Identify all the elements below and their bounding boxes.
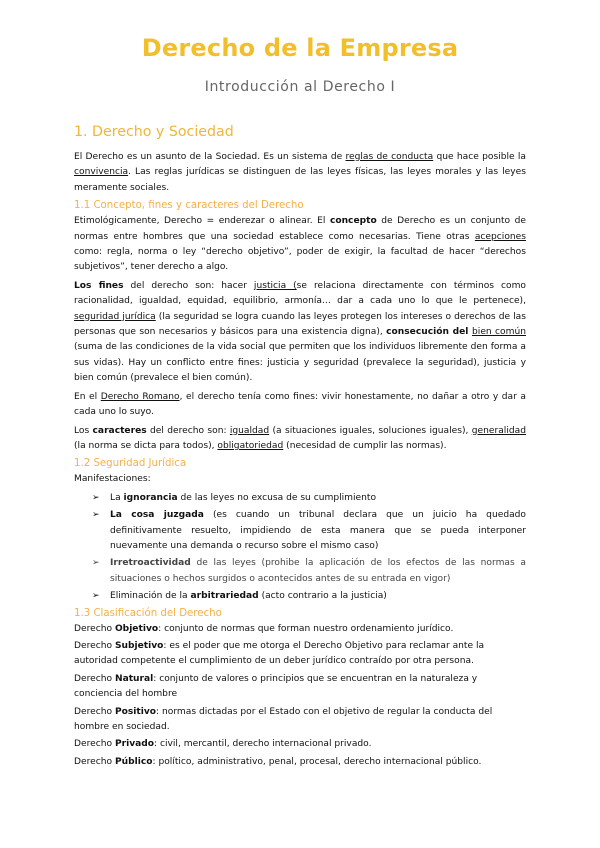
list-item: ➢ Eliminación de la arbitrariedad (acto contrario a la justicia) <box>92 589 526 604</box>
list-item: ➢ La ignorancia de las leyes no excusa de su cumplimiento <box>92 491 526 506</box>
definition-item: Derecho Privado: civil, mercantil, derecho internacional privado. <box>74 739 372 750</box>
page-title: Derecho de la Empresa <box>141 34 459 62</box>
clasificacion-list <box>74 622 526 771</box>
arrow-bullet-icon: ➢ <box>92 510 100 521</box>
arrow-bullet-icon: ➢ <box>92 492 100 503</box>
list-item: ➢ Irretroactividad de las leyes (prohibe la aplicación de los efectos de las normas a situaciones o hechos surgidos o acontecidos antes de su entrada en vigor) <box>92 558 526 584</box>
definition-item: Derecho Positivo: normas dictadas por el Estado con el objetivo de regular la conducta del hombre en sociedad. <box>74 706 493 732</box>
section-heading-1-2: 1.2 Seguridad Jurídica <box>74 458 187 470</box>
section-heading-1-3: 1.3 Clasificación del Derecho <box>74 607 222 619</box>
link-convivencia: convivencia <box>74 167 129 178</box>
paragraph-caracteres: Los caracteres del derecho son: igualdad (a situaciones iguales, soluciones iguales), generalidad (la norma se dicta para todos), obligatoriedad (necesidad de cumplir las normas). <box>74 425 526 451</box>
link-reglas-de-conducta: reglas de conducta <box>345 152 434 162</box>
definition-item: Derecho Natural: conjunto de valores o principios que se encuentran en la naturaleza y conciencia del hombre <box>74 673 478 700</box>
definition-item: Derecho Público: político, administrativo, penal, procesal, derecho internacional público. <box>74 756 482 767</box>
list-item: ➢ La cosa juzgada (es cuando un tribunal declara que un juicio ha quedado definitivamente resuelto, impidiendo de esta manera que se pueda interponer nuevamente una demanda o recurso sobre el mismo caso) <box>92 510 526 551</box>
paragraph-derecho-sociedad: El Derecho es un asunto de la Sociedad. Es un sistema de reglas de conducta que hace posible la convivencia. Las reglas jurídicas se distinguen de las leyes físicas, las leyes morales y las leyes meramente sociales. <box>74 152 526 193</box>
arrow-bullet-icon: ➢ <box>92 591 100 602</box>
section-heading-1-1: 1.1 Concepto, fines y caracteres del Derecho <box>74 200 304 212</box>
definition-item: Derecho Objetivo: conjunto de normas que forman nuestro ordenamiento jurídico. <box>74 623 454 634</box>
section-heading-1: 1. Derecho y Sociedad <box>74 124 234 140</box>
definition-item: Derecho Subjetivo: es el poder que me otorga el Derecho Objetivo para reclamar ante la autoridad competente el cumplimiento de un deber jurídico contraído por otra persona. <box>74 640 485 667</box>
paragraph-derecho-romano: En el Derecho Romano, el derecho tenía como fines: vivir honestamente, no dañar a otro y dar a cada uno lo suyo. <box>74 391 526 418</box>
document-body <box>74 123 526 772</box>
manifestaciones-label: Manifestaciones: <box>74 474 151 485</box>
paragraph-fines: Los fines del derecho son: hacer justicia (se relaciona directamente con términos como racionalidad, igualdad, equidad, equilibrio, armonía… dar a cada uno lo que le pertenece), seguridad jurídica (la seguridad se logra cuando las leyes protegen los intereses o derechos de las personas que son necesarios y básicos para una existencia digna), consecución del bien común (suma de las condiciones de la vida social que permiten que los individuos libremente den forma a sus vidas). Hay un conflicto entre fines: justicia y seguridad (prevalece la seguridad), justicia y bien común (prevalece el bien común). <box>74 280 526 384</box>
paragraph-etimologia: Etimológicamente, Derecho = enderezar o alinear. El concepto de Derecho es un conjunto de normas entre hombres que una sociedad establece como necesarias. Tiene otras acepciones como: regla, norma o ley “derecho objetivo”, poder de exigir, la facultad de hacer “derechos subjetivos”, tener derecho a algo. <box>74 216 526 273</box>
manifestaciones-list <box>74 491 526 605</box>
arrow-bullet-icon: ➢ <box>92 558 100 569</box>
page-subtitle: Introducción al Derecho I <box>204 79 396 95</box>
